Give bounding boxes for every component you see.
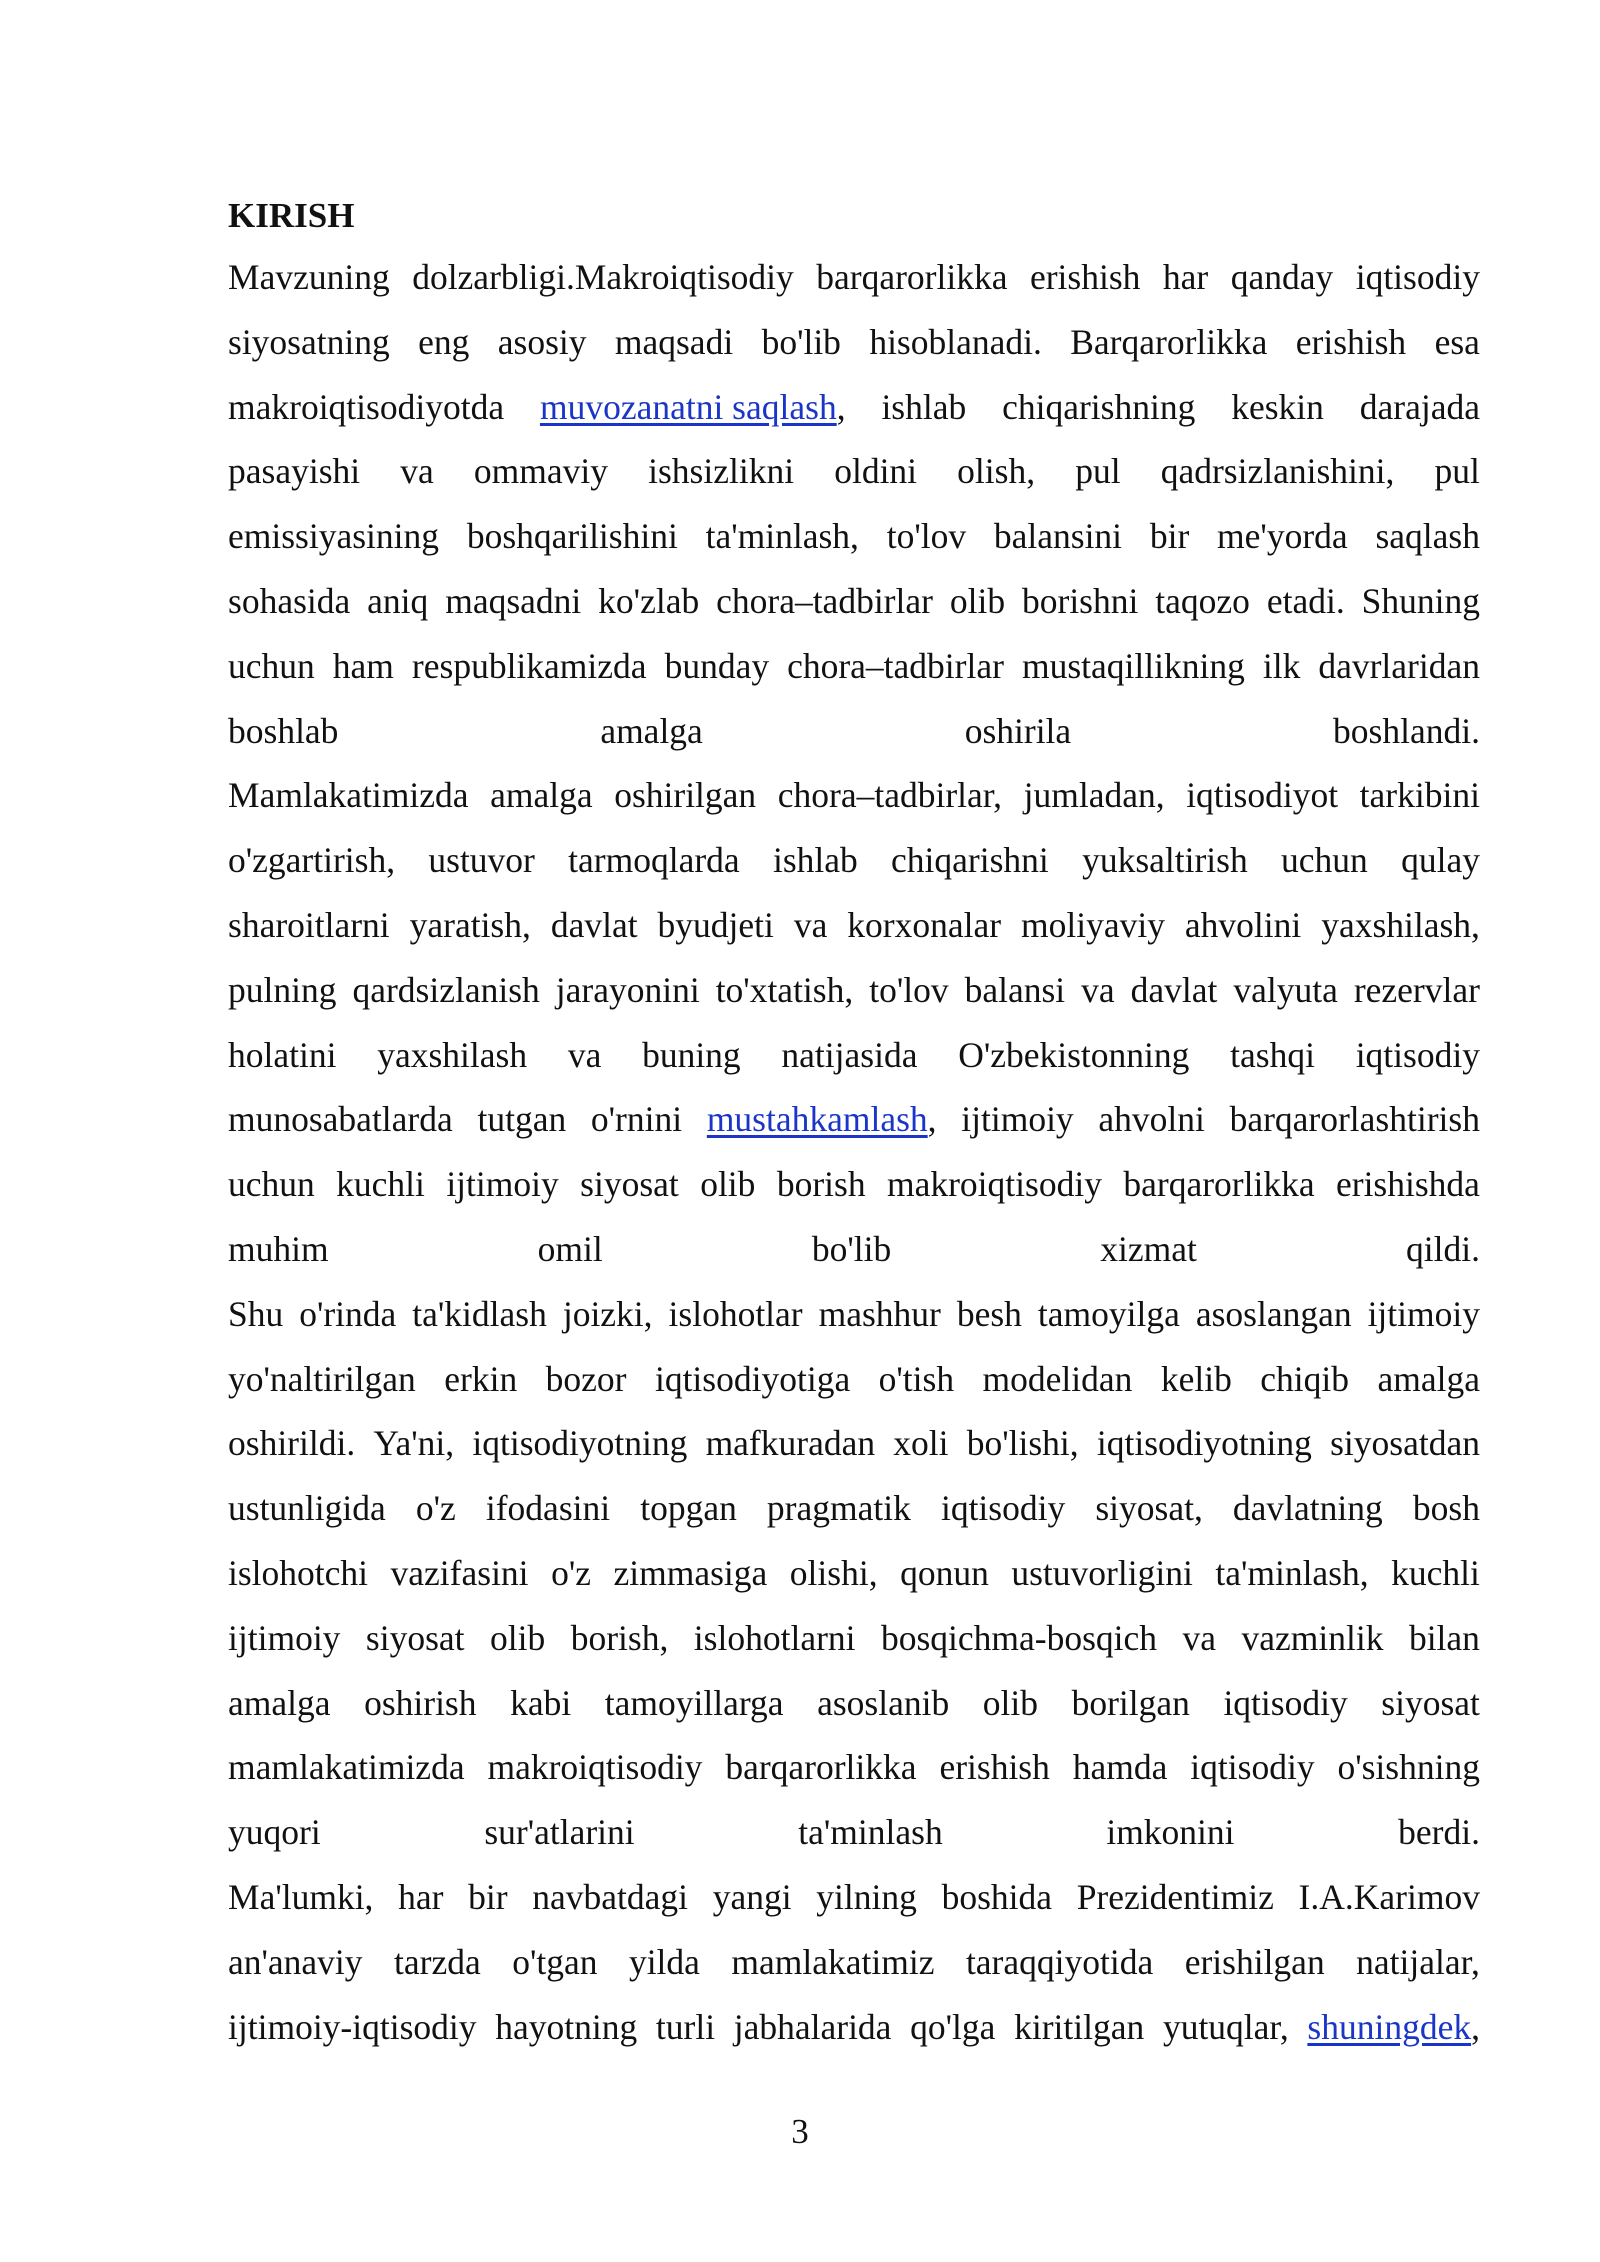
word: taqozo (1155, 580, 1250, 621)
word: kiritilgan (1014, 2006, 1145, 2047)
word: ustuvor (428, 840, 535, 881)
text-line (228, 1671, 1480, 1736)
text-line (228, 699, 1480, 764)
word: amalga (228, 1682, 331, 1723)
word: iqtisodiyotning (472, 1423, 688, 1464)
word: bozor (545, 1358, 627, 1399)
word: byudjeti (657, 904, 774, 945)
word: Ma'lumki, (228, 1876, 374, 1917)
word: Ya'ni, (373, 1423, 455, 1464)
word: berdi. (1398, 1812, 1480, 1853)
word: o'z (551, 1552, 591, 1593)
word: siyosatning (228, 321, 390, 362)
word: amalga (1377, 1358, 1480, 1399)
word: ommaviy (473, 451, 608, 492)
word: kabi (510, 1682, 572, 1723)
word: tarmoqlarda (568, 840, 740, 881)
word: asoslangan (1195, 1293, 1352, 1334)
word: boshida (941, 1876, 1052, 1917)
word: siyosat (1381, 1682, 1480, 1723)
word: jabhalarida (733, 2006, 892, 2047)
word: oldini (834, 451, 918, 492)
text-line (228, 828, 1480, 893)
word: olib (982, 1682, 1038, 1723)
word: ijtimoiy (1367, 1293, 1480, 1334)
word: va (1081, 969, 1115, 1010)
text-line (228, 893, 1480, 958)
word: ham (332, 645, 394, 686)
word: jarayonini (555, 969, 700, 1010)
word: ta'kidlash (412, 1293, 547, 1334)
word: erishish (1029, 257, 1141, 297)
word: ahvolni (1098, 1099, 1205, 1140)
word: zimmasiga (613, 1552, 768, 1593)
word: siyosatdan (1330, 1423, 1480, 1464)
word: qardsizlanish (352, 969, 540, 1010)
word: I.A.Karimov (1298, 1876, 1480, 1917)
word: sur'atlarini (484, 1812, 635, 1853)
word: iqtisodiyot (1186, 775, 1339, 816)
word: yutuqlar, (1162, 2006, 1289, 2047)
word: siyosat (365, 1617, 465, 1658)
word: kuchli (336, 1164, 425, 1205)
word: barqarorlashtirish (1229, 1099, 1480, 1140)
word: o'tish (878, 1358, 955, 1399)
word: va (1182, 1617, 1217, 1658)
text-line (228, 1087, 1480, 1152)
word: etadi. (1266, 580, 1345, 621)
word: ustunligida (228, 1488, 386, 1529)
word: kelib (1160, 1358, 1232, 1399)
word: amalga (490, 775, 593, 816)
word: xizmat (1100, 1228, 1197, 1269)
text-line (228, 375, 1480, 440)
word: moliyaviy (1020, 904, 1165, 945)
word: bo'lib (761, 321, 841, 362)
section-heading: KIRISH (228, 196, 355, 235)
text-line (228, 1541, 1480, 1606)
hyperlink[interactable]: shuningdek (1307, 2006, 1472, 2047)
text-line (228, 504, 1480, 569)
word: o'sishning (1337, 1747, 1480, 1788)
word: qildi. (1405, 1228, 1480, 1269)
text-line (228, 1023, 1480, 1088)
word: qulay (1401, 840, 1480, 881)
word: respublikamizda (411, 645, 647, 686)
word: sohasida (228, 580, 351, 621)
word: Shuning (1361, 580, 1480, 621)
word: chiqib (1260, 1358, 1350, 1399)
word: qo'lga (910, 2006, 996, 2047)
word: har (1162, 257, 1209, 297)
text-line (228, 1800, 1480, 1865)
word: bosh (1412, 1488, 1480, 1529)
word: ijtimoiy (446, 1164, 559, 1205)
word: O'zbekistonning (958, 1034, 1190, 1075)
word: qonun (900, 1552, 989, 1593)
word: mustaqillikning (1021, 645, 1245, 686)
word: siyosat (580, 1164, 679, 1205)
word: olib (949, 580, 1006, 621)
word: Mamlakatimizda (228, 775, 469, 816)
word: olib (490, 1617, 546, 1658)
word: yaxshilash (377, 1034, 528, 1075)
word: keskin (1231, 386, 1324, 427)
word: davlat (1130, 969, 1218, 1010)
word: valyuta (1233, 969, 1338, 1010)
word: Mavzuning (228, 257, 390, 297)
word: tamoyillarga (604, 1682, 784, 1723)
word: tashqi (1230, 1034, 1315, 1075)
word: ta'minlash (798, 1812, 943, 1853)
word: boshqarilishini (466, 516, 678, 557)
word: siyosat, (1095, 1488, 1203, 1529)
word: olishi, (789, 1552, 878, 1593)
word: islohotlarni (693, 1617, 856, 1658)
word: chiqarishni (891, 840, 1049, 881)
word: maqsadi (614, 321, 734, 362)
word: esa (1434, 321, 1480, 362)
word: oshirilgan (614, 775, 757, 816)
text-line (228, 310, 1480, 375)
word: tarkibini (1359, 775, 1480, 816)
word: navbatdagi (532, 1876, 689, 1917)
word: chora–tadbirlar, (777, 775, 1003, 816)
text-line (228, 1930, 1480, 1995)
word: hamda (1072, 1747, 1168, 1788)
word: ishlab (881, 386, 967, 427)
word: islohotlar (668, 1293, 803, 1334)
word: to'xtatish, (715, 969, 854, 1010)
word: erishish (939, 1747, 1050, 1788)
text-line (228, 1282, 1480, 1347)
text-line (228, 569, 1480, 634)
word: uchun (1281, 840, 1368, 881)
word: iqtisodiy (1223, 1682, 1348, 1723)
word: modelidan (982, 1358, 1133, 1399)
word: buning (642, 1034, 741, 1075)
word: taraqqiyotida (965, 1941, 1154, 1982)
text-line (228, 1152, 1480, 1217)
word: yuksaltirish (1082, 840, 1248, 881)
text-line (228, 1411, 1480, 1476)
word: to'lov (869, 969, 949, 1010)
word: ijtimoiy-iqtisodiy (228, 2006, 477, 2047)
word: sharoitlarni (228, 904, 390, 945)
word: aniq (367, 580, 429, 621)
word: imkonini (1106, 1812, 1235, 1853)
word: oshirish (364, 1682, 477, 1723)
word: asoslanib (817, 1682, 950, 1723)
text-line (228, 439, 1480, 504)
word: an'anaviy (228, 1941, 363, 1982)
word: bosqichma-bosqich (880, 1617, 1158, 1658)
text-line (228, 1735, 1480, 1800)
text-line (228, 763, 1480, 828)
word: yaxshilash, (1321, 904, 1480, 945)
word: amalga (600, 710, 703, 751)
text-line (228, 1995, 1480, 2060)
word: ko'zlab (598, 580, 700, 621)
word: yaratish, (409, 904, 531, 945)
word: erishish (1295, 321, 1407, 362)
word: pul (1075, 451, 1121, 492)
word: ustuvorligini (1011, 1552, 1193, 1593)
word: ta'minlash, (1215, 1552, 1369, 1593)
word: uchun (228, 645, 315, 686)
page-number: 3 (791, 2112, 809, 2151)
word: pulning (228, 969, 337, 1010)
word: turli (655, 2006, 716, 2047)
word: maqsadni (445, 580, 582, 621)
word: munosabatlarda (228, 1099, 453, 1140)
hyperlink[interactable]: mustahkamlash (706, 1099, 928, 1140)
word: omil (537, 1228, 603, 1269)
word: pul (1434, 451, 1480, 492)
word: yo'naltirilgan (228, 1358, 416, 1399)
text-line (228, 1217, 1480, 1282)
word: boshlandi. (1333, 710, 1480, 751)
text-line (228, 1347, 1480, 1412)
word: jumladan, (1023, 775, 1165, 816)
word: bunday (664, 645, 770, 686)
word: muhim (228, 1228, 329, 1269)
word: olish, (957, 451, 1036, 492)
word: o'rnini (590, 1099, 683, 1140)
punctuation: , (1471, 2006, 1480, 2047)
word: oshirila (964, 710, 1072, 751)
word: islohotchi (228, 1552, 369, 1593)
word: yuqori (228, 1812, 321, 1853)
word: barqarorlikka (1123, 1164, 1315, 1205)
word: bilan (1408, 1617, 1480, 1658)
word: Prezidentimiz (1076, 1876, 1274, 1917)
word: tamoyilga (1037, 1293, 1180, 1334)
word: yangi (712, 1876, 792, 1917)
word: asosiy (497, 321, 587, 362)
word: iqtisodiyotning (1096, 1423, 1312, 1464)
word: besh (956, 1293, 1022, 1334)
word: mamlakatimizda (228, 1747, 465, 1788)
word: erkin (444, 1358, 518, 1399)
word: va (793, 904, 828, 945)
word: chora–tadbirlar (716, 580, 933, 621)
word: borish, (570, 1617, 669, 1658)
word: Barqarorlikka (1070, 321, 1268, 362)
punctuation: , (927, 1099, 937, 1140)
word: iqtisodiy (1190, 1747, 1315, 1788)
word: kuchli (1391, 1552, 1480, 1593)
word: borish (776, 1164, 866, 1205)
word: tarzda (394, 1941, 481, 1982)
word: har (398, 1876, 444, 1917)
text-line (228, 1606, 1480, 1671)
word: o'z (415, 1488, 456, 1529)
word: erishishda (1335, 1164, 1480, 1205)
word-with-link (540, 375, 846, 440)
word: xoli (893, 1423, 949, 1464)
word: balansi (964, 969, 1066, 1010)
word: yilda (628, 1941, 700, 1982)
text-line (228, 958, 1480, 1023)
word: ahvolini (1184, 904, 1302, 945)
word: yilning (816, 1876, 917, 1917)
word: barqarorlikka (725, 1747, 917, 1788)
word: bo'lishi, (966, 1423, 1079, 1464)
punctuation: , (836, 386, 846, 427)
word: o'zgartirish, (228, 840, 396, 881)
word: hayotning (495, 2006, 638, 2047)
word: Shu (228, 1293, 284, 1334)
word: iqtisodiy (1355, 257, 1480, 297)
word: me'yorda (1217, 516, 1348, 557)
word: to'lov (886, 516, 967, 557)
word: ijtimoiy (228, 1617, 341, 1658)
word: emissiyasining (228, 516, 440, 557)
word: mamlakatimiz (731, 1941, 935, 1982)
word: makroiqtisodiy (487, 1747, 703, 1788)
word: holatini (228, 1034, 337, 1075)
word: va (567, 1034, 602, 1075)
word: olib (700, 1164, 756, 1205)
word: boshlab (228, 710, 339, 751)
word-with-link (1307, 1995, 1480, 2060)
word: chora–tadbirlar (787, 645, 1004, 686)
word: iqtisodiy (1355, 1034, 1480, 1075)
word: erishilgan (1184, 1941, 1325, 1982)
text-line (228, 1476, 1480, 1541)
word: vazifasini (390, 1552, 529, 1593)
word: oshirildi. (228, 1423, 356, 1464)
word: va (400, 451, 434, 492)
word: qanday (1230, 257, 1334, 297)
word: eng (418, 321, 470, 362)
word: topgan (640, 1488, 737, 1529)
word: mashhur (818, 1293, 941, 1334)
word: uchun (228, 1164, 315, 1205)
word: ishsizlikni (648, 451, 795, 492)
word: ishlab (772, 840, 858, 881)
word: pragmatik (766, 1488, 911, 1529)
word: pasayishi (228, 451, 361, 492)
word: tutgan (477, 1099, 567, 1140)
word-with-link (707, 1087, 937, 1152)
word: bo'lib (811, 1228, 892, 1269)
word: saqlash (1375, 516, 1480, 557)
text-line (228, 634, 1480, 699)
hyperlink[interactable]: muvozanatni saqlash (539, 386, 837, 427)
word: vazminlik (1241, 1617, 1384, 1658)
word: davlatning (1232, 1488, 1383, 1529)
word: ta'minlash, (705, 516, 859, 557)
word: borilgan (1071, 1682, 1190, 1723)
word: bir (1149, 516, 1190, 557)
word: hisoblanadi. (869, 321, 1042, 362)
word: dolzarbligi.Makroiqtisodiy (412, 257, 794, 297)
word: joizki, (562, 1293, 653, 1334)
text-line (228, 1865, 1480, 1930)
word: balansini (993, 516, 1123, 557)
word: ilk (1262, 645, 1301, 686)
document-body (228, 186, 1480, 2059)
word: mafkuradan (705, 1423, 876, 1464)
word: natijalar, (1356, 1941, 1480, 1982)
word: o'tgan (512, 1941, 598, 1982)
word: chiqarishning (1002, 386, 1196, 427)
word: iqtisodiy (940, 1488, 1066, 1529)
word: bir (468, 1876, 508, 1917)
word: darajada (1359, 386, 1480, 427)
text-line (228, 245, 1480, 310)
word: barqarorlikka (816, 257, 1008, 297)
word: natijasida (781, 1034, 918, 1075)
word: makroiqtisodiy (886, 1164, 1102, 1205)
word: ifodasini (485, 1488, 611, 1529)
word: ijtimoiy (961, 1099, 1074, 1140)
word: davlat (550, 904, 638, 945)
word: korxonalar (847, 904, 1002, 945)
word: o'rinda (299, 1293, 397, 1334)
word: rezervlar (1353, 969, 1480, 1010)
word: borishni (1022, 580, 1139, 621)
word: makroiqtisodiyotda (228, 386, 505, 427)
body-paragraphs (228, 245, 1480, 2059)
word: qadrsizlanishini, (1160, 451, 1395, 492)
word: iqtisodiyotiga (654, 1358, 851, 1399)
word: davrlaridan (1318, 645, 1480, 686)
